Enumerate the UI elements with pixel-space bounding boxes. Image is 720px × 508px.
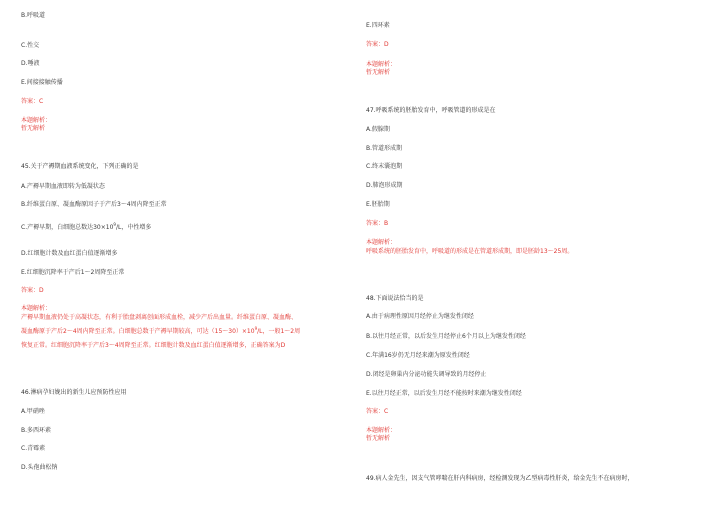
q46-stem: 46.淋病孕妇娩出的新生儿应预防性应用 <box>21 389 127 396</box>
q47-option-d: D.肺泡形成期 <box>366 182 403 189</box>
q44-answer: 答案：C <box>21 98 44 105</box>
q45-analysis-title: 本题解析： <box>21 305 52 312</box>
q48-option-e: E.以往月经正常，以后发生月经不能按时来潮为继发性闭经 <box>366 390 522 397</box>
q47-option-c: C.终末囊泡期 <box>366 163 403 170</box>
q48-analysis-title: 本题解析： <box>366 427 397 434</box>
q45-analysis-line-3: 恢复正常。红细胞沉降率于产后3～4周降至正常。红细胞计数及血红蛋白值逐渐增多，正确答案为D <box>21 342 286 349</box>
q46-analysis-title: 本题解析： <box>366 61 397 68</box>
q45-option-e: E.红细胞沉降率于产后1～2周降至正常 <box>21 269 125 276</box>
q48-answer: 答案：C <box>366 408 389 415</box>
q44-analysis-text: 暂无解析 <box>21 125 46 132</box>
q45-option-d: D.红细胞计数及血红蛋白值逐渐增多 <box>21 250 118 257</box>
q47-option-a: A.假腺期 <box>366 126 390 133</box>
q48-option-b: B.以往月经正常，以后发生月经停止6个月以上为继发性闭经 <box>366 333 526 340</box>
q46-option-e: E.四环素 <box>366 22 390 29</box>
q45-analysis-line-1: 产褥早期血液仍处于高凝状态，有利于胎盘剥离创面形成血栓，减少产后出血量。纤维蛋白原、凝血酶、 <box>21 314 298 321</box>
q44-analysis-title: 本题解析： <box>21 117 52 124</box>
q48-stem: 48.下面说法恰当的是 <box>366 295 424 302</box>
q49-stem: 49.病人金先生，因支气管哮喘在肝内科病房，经检测发现为乙型病毒性肝炎，给金先生不在病房时， <box>366 475 634 482</box>
q45-answer: 答案：D <box>21 287 44 294</box>
q46-answer: 答案：D <box>366 41 389 48</box>
q48-option-c: C.年满16岁仍无月经来潮为原发性闭经 <box>366 352 470 359</box>
q45-option-c: C.产褥早期，白细胞总数达$30\times 10^9/L$，中性增多 <box>21 222 152 231</box>
q46-option-a: A.甲硝唑 <box>21 408 45 415</box>
q46-option-b: B.多西环素 <box>21 427 52 434</box>
q47-answer: 答案：B <box>366 220 389 227</box>
q47-option-e: E.胚胎期 <box>366 201 390 208</box>
q48-option-d: D.闭经是卵巢内分泌功能失调导致的月经停止 <box>366 371 487 378</box>
q47-option-b: B.管道形成期 <box>366 145 403 152</box>
q44-option-d: D.唾液 <box>21 60 40 67</box>
q47-analysis-title: 本题解析： <box>366 239 397 246</box>
q44-option-e: E.间接接触传播 <box>21 79 63 86</box>
q45-option-a: A.产褥早期血液即转为低凝状态 <box>21 183 105 190</box>
q48-analysis-text: 暂无解析 <box>366 435 391 442</box>
q45-analysis-line-2: 凝血酶原于产后2～4周内降至正常。白细胞总数于产褥早期较高，可达$(15\sim 30)\times 10^9/L$，一般1～2周 <box>21 326 301 335</box>
q47-stem: 47.呼吸系统的胚胎发育中，呼吸管道的形成是在 <box>366 107 496 114</box>
right-column <box>360 0 720 508</box>
q48-option-a: A.由于病理性原因月经停止为继发性闭经 <box>366 313 474 320</box>
q46-option-d: D.头孢曲松钠 <box>21 464 58 471</box>
q46-option-c: C.青霉素 <box>21 445 46 452</box>
q44-option-c: C.性交 <box>21 42 40 49</box>
q47-analysis-text: 呼吸系统的胚胎发育中，呼吸道的形成是在管道形成期，即是胚龄13～25周。 <box>366 248 574 255</box>
q45-option-b: B.纤维蛋白原、凝血酶原因子于产后3～4周内降至正常 <box>21 201 167 208</box>
q45-stem: 45.关于产褥期血液系统变化，下列正确的是 <box>21 163 139 170</box>
q46-analysis-text: 暂无解析 <box>366 69 391 76</box>
q44-option-b: B.呼吸道 <box>21 12 46 19</box>
